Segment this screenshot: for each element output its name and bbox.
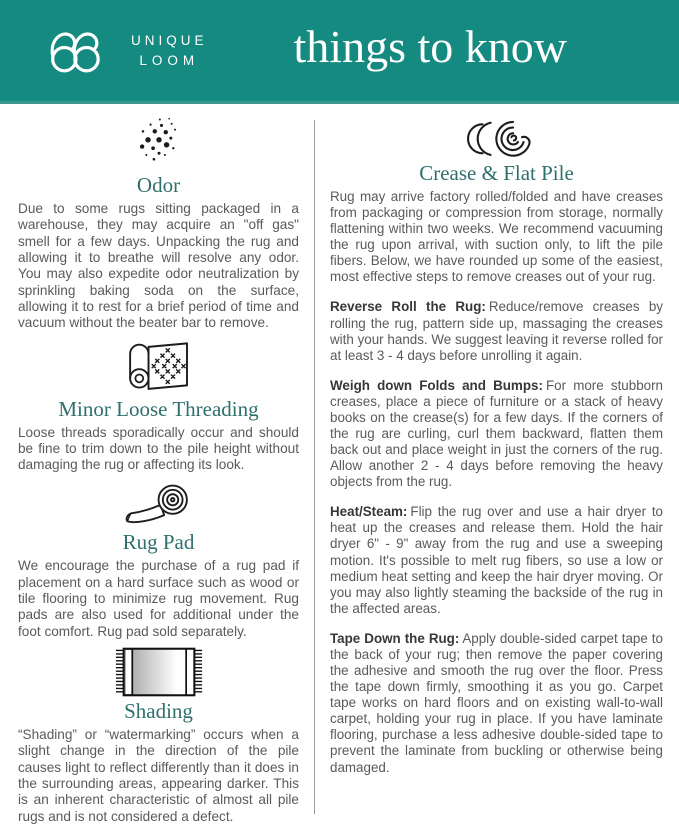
tip-text: For more stubborn creases, place a piece of furniture or a stack of heavy books on the crease(s) for a few days. If the corners of the rug are curling, curl them backward, flatten them back out and place weight in just the corners of the rug. Allow another 2 - 4 days before removing the heavy objects from the rug. bbox=[330, 377, 663, 490]
rolled-rug-spiral-icon bbox=[330, 117, 663, 159]
tip-text: Reduce/remove creases by rolling the rug, pattern side up, massaging the creases with your hands. We suggest leaving it reverse rolled for at least 3 - 4 days before unrolling it again. bbox=[330, 299, 663, 363]
section-minor-loose-threading bbox=[18, 339, 299, 474]
section-crease-flat-pile bbox=[330, 117, 663, 285]
section-heading: Odor bbox=[136, 173, 181, 197]
section-body: Loose threads sporadically occur and should be fine to trim down to the pile height without damaging the rug or affecting its look. bbox=[18, 424, 299, 473]
pad-roll-icon bbox=[18, 480, 299, 528]
header bbox=[0, 0, 679, 104]
tip-reverse-roll bbox=[330, 299, 663, 363]
tip-heat-steam bbox=[330, 504, 663, 617]
section-body: “Shading” or “watermarking” occurs when a slight change in the direction of the pile causes light to reflect differently than it does in the surrounding areas, appearing darker. This is an inherent characteristic of almost all pile rugs and is not considered a defect. bbox=[18, 727, 299, 824]
unique-loom-logo-icon bbox=[48, 24, 118, 78]
section-heading: Minor Loose Threading bbox=[58, 396, 259, 421]
scent-dots-icon bbox=[18, 117, 299, 171]
right-column bbox=[315, 117, 663, 824]
section-body: Due to some rugs sitting packaged in a warehouse, they may acquire an "off gas" smell for a few days. Unpacking the rug and allowing it to breathe will resolve any odor. You may also expedite odor neutralization by sprinkling baking soda on the surface, allowing it to rest for a brief period of time and vacuum without the beater bar to remove. bbox=[18, 201, 299, 331]
section-rug-pad bbox=[18, 480, 299, 640]
tip-weigh-down bbox=[330, 378, 663, 491]
section-heading: Shading bbox=[124, 699, 193, 723]
tip-label: Heat/Steam: bbox=[330, 504, 408, 520]
tip-text: Apply double-sided carpet tape to the back of your rug; then remove the paper covering the adhesive and smooth the rug over the floor. Press the tape down firmly, smoothing it as you go. Carpet tape works on hard floors and on existing wall-to-wall carpet, holding your rug in place. If you have laminate flooring, purchase a less adhesive double-sided tape to prevent the laminate from buckling or otherwise being damaged. bbox=[330, 630, 663, 775]
tip-label: Weigh down Folds and Bumps: bbox=[330, 377, 543, 393]
section-heading: Crease & Flat Pile bbox=[419, 161, 574, 185]
rolled-rug-crosshatch-icon bbox=[18, 339, 299, 395]
left-column bbox=[18, 117, 314, 824]
section-heading: Rug Pad bbox=[122, 530, 195, 555]
brand bbox=[48, 24, 208, 78]
brand-name-bottom: LOOM bbox=[139, 52, 200, 68]
brand-name-top: UNIQUE bbox=[131, 32, 208, 48]
section-odor bbox=[18, 117, 299, 332]
tip-text: Flip the rug over and use a hair dryer to heat up the creases and release them. Hold the hair dryer 6" - 9" away from the rug and use a sweeping motion. It's possible to melt rug fibers, so use a low or medium heat setting and keep the hair dryer moving. Or you may also lightly steaming the backside of the rug in the affected areas. bbox=[330, 504, 663, 616]
section-intro: Rug may arrive factory rolled/folded and have creases from packaging or compression from storage, normally flattening within two weeks. We recommend vacuuming the rug upon arrival, with suction only, to lift the pile fibers. Below, we have rounded up some of the easiest, most effective steps to remove creases out of your rug. bbox=[330, 189, 663, 285]
section-shading bbox=[18, 647, 299, 824]
fringed-rug-gradient-icon bbox=[18, 647, 299, 697]
tip-label: Reverse Roll the Rug: bbox=[330, 299, 486, 315]
tip-tape-down bbox=[330, 631, 663, 776]
content-columns bbox=[0, 104, 679, 824]
tip-label: Tape Down the Rug: bbox=[330, 630, 460, 646]
section-body: We encourage the purchase of a rug pad if placement on a hard surface such as wood or tile flooring to minimize rug movement. Rug pads are also used for additional under the foot comfort. Rug pad sold separately. bbox=[18, 558, 299, 639]
brand-name bbox=[131, 31, 208, 70]
page-title: things to know bbox=[293, 21, 567, 72]
